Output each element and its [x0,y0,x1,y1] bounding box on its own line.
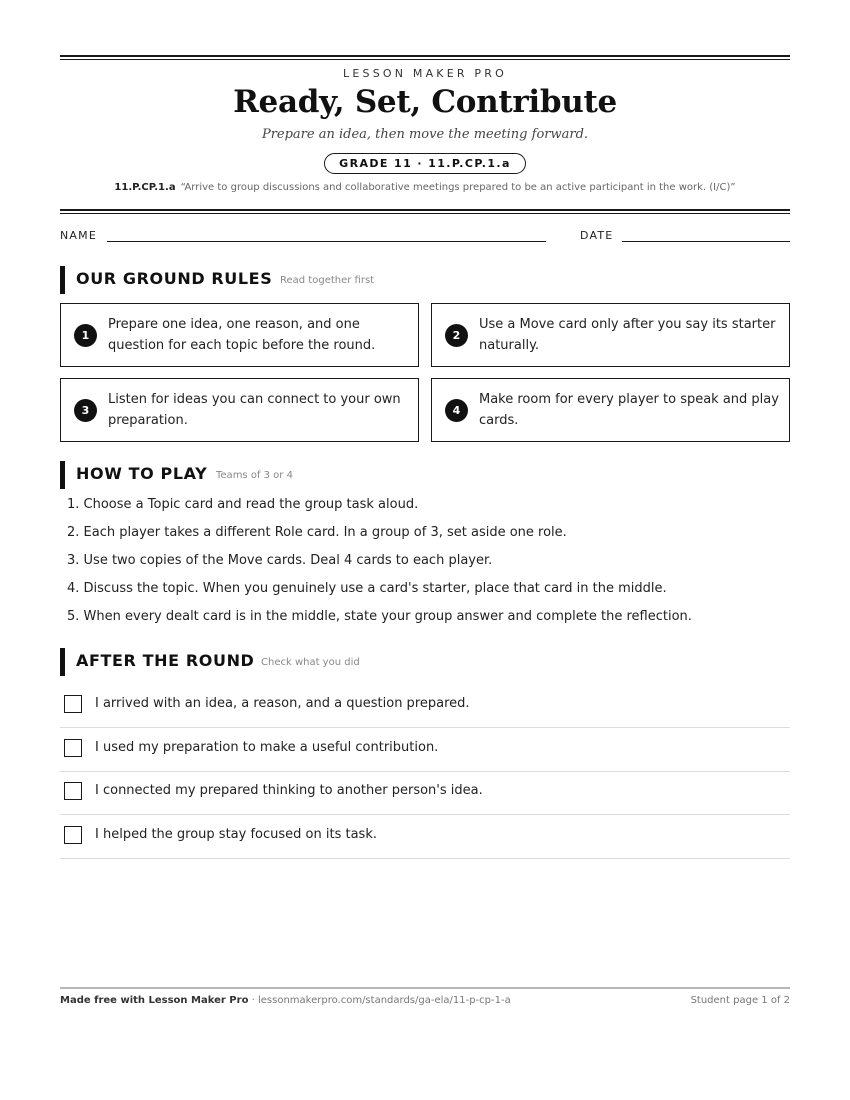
ground-rules-heading [60,266,790,294]
play-step: 5. When every dealt card is in the middle, state your group answer and complete the reflection. [67,609,692,624]
standard-text: “Arrive to group discussions and collaborative meetings prepared to be an active participant in the work. (I/C)” [180,182,736,193]
checklist-item [60,728,790,772]
section-marker [60,648,65,676]
checklist-item [60,815,790,859]
ground-rule-card [60,303,419,367]
how-to-play-heading [60,461,790,489]
rule-text: Prepare one idea, one reason, and one question for each topic before the round. [108,317,376,353]
checklist-text: I helped the group stay focused on its task. [95,827,377,842]
checkbox[interactable] [64,782,82,800]
name-field[interactable] [107,241,546,242]
standard-code: 11.P.CP.1.a [114,182,176,193]
section-hint: Read together first [280,275,375,286]
play-step: 2. Each player takes a different Role card. In a group of 3, set aside one role. [67,525,567,540]
date-field[interactable] [622,241,790,242]
footer-rule [60,987,790,989]
section-title: AFTER THE ROUND [76,651,255,670]
rule-text: Listen for ideas you can connect to your own preparation. [108,392,401,428]
checkbox[interactable] [64,695,82,713]
top-rule [60,55,790,60]
footer-maker: Made free with Lesson Maker Pro [60,995,249,1006]
rule-number-badge: 3 [74,399,97,422]
rule-text: Make room for every player to speak and play cards. [479,392,779,428]
name-date-row [60,229,790,245]
ground-rule-card [431,303,790,367]
after-round-heading [60,648,790,676]
brand-name: LESSON MAKER PRO [343,67,507,80]
play-step: 3. Use two copies of the Move cards. Deal 4 cards to each player. [67,553,493,568]
ground-rule-card [431,378,790,442]
date-label: DATE [580,229,614,242]
section-hint: Check what you did [261,657,360,668]
grade-badge: GRADE 11 · 11.P.CP.1.a [324,153,526,174]
section-title: OUR GROUND RULES [76,269,273,288]
footer-page-number: Student page 1 of 2 [690,995,790,1006]
checkbox[interactable] [64,739,82,757]
footer-url[interactable]: · lessonmakerpro.com/standards/ga-ela/11-p-cp-1-a [248,995,511,1006]
ground-rule-card [60,378,419,442]
section-title: HOW TO PLAY [76,464,208,483]
rule-number-badge: 2 [445,324,468,347]
footer-credit [60,995,511,1006]
checklist-item [60,684,790,728]
checklist-text: I connected my prepared thinking to another person's idea. [95,783,483,798]
section-hint: Teams of 3 or 4 [216,470,293,481]
checklist-text: I used my preparation to make a useful contribution. [95,740,439,755]
section-marker [60,461,65,489]
checkbox[interactable] [64,826,82,844]
section-marker [60,266,65,294]
rule-text: Use a Move card only after you say its starter naturally. [479,317,776,353]
worksheet-page [60,0,790,1100]
rule-number-badge: 1 [74,324,97,347]
checklist-text: I arrived with an idea, a reason, and a question prepared. [95,696,470,711]
rule-number-badge: 4 [445,399,468,422]
page-subtitle: Prepare an idea, then move the meeting forward. [261,127,589,142]
header-bottom-rule [60,209,790,214]
play-step: 4. Discuss the topic. When you genuinely use a card's starter, place that card in the middle. [67,581,667,596]
play-step: 1. Choose a Topic card and read the group task aloud. [67,497,419,512]
checklist-item [60,771,790,815]
standard-line [60,182,790,193]
grade-badge-wrap [60,152,790,174]
page-title: Ready, Set, Contribute [233,84,617,120]
name-label: NAME [60,229,97,242]
